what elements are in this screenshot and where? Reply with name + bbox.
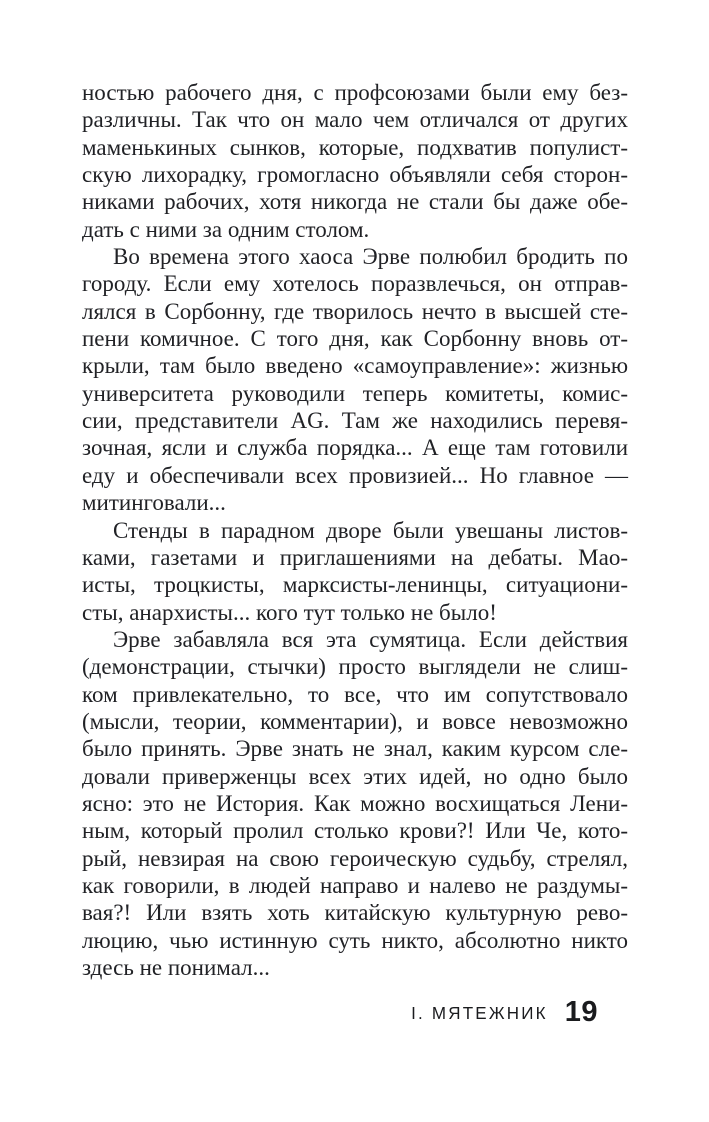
text-line: митинговали... [82, 490, 226, 516]
text-line: зочная, ясли и служба порядка... А еще там готовили [82, 435, 628, 461]
footer-chapter-title: I. МЯТЕЖНИК [411, 1003, 548, 1024]
text-line: исты, троцкисты, марксисты-ленинцы, ситуациони- [82, 572, 628, 598]
text-line: городу. Если ему хотелось поразвлечься, он отправ- [82, 271, 628, 297]
text-line: маменькиных сынков, которые, подхватив популист- [82, 134, 628, 160]
page-footer [411, 994, 598, 1027]
text-line: ками, газетами и приглашениями на дебаты. Мао- [82, 544, 628, 570]
text-line: Во времена этого хаоса Эрве полюбил бродить по [113, 244, 628, 270]
text-line: Стенды в парадном дворе были увешаны листов- [113, 517, 628, 543]
text-line: пени комичное. С того дня, как Сорбонну вновь от- [82, 326, 628, 352]
text-line: было принять. Эрве знать не знал, каким курсом сле- [82, 736, 628, 762]
text-line: скую лихорадку, громогласно объявляли себя сторон- [82, 162, 628, 188]
text-line: (мысли, теории, комментарии), и вовсе невозможно [82, 708, 628, 734]
text-line: ностью рабочего дня, с профсоюзами были ему без- [82, 80, 628, 105]
text-line: еду и обеспечивали всех провизией... Но главное — [82, 462, 628, 488]
text-line: вая?! Или взять хоть китайскую культурную рево- [82, 900, 628, 926]
text-line: дать с ними за одним столом. [82, 216, 370, 242]
text-line: как говорили, в людей направо и налево не раздумы- [82, 872, 628, 898]
text-line: университета руководили теперь комитеты, комис- [82, 380, 628, 406]
footer-page-number: 19 [564, 996, 598, 1028]
text-line: крыли, там было введено «самоуправление»: жизнью [82, 353, 628, 379]
text-line: сты, анархисты... кого тут только не было! [82, 599, 497, 625]
text-line: ным, который пролил столько крови?! Или Че, кото- [82, 818, 628, 844]
paragraph [82, 243, 628, 516]
text-line: здесь не понимал... [82, 955, 270, 980]
paragraph [82, 79, 628, 243]
text-line: лялся в Сорбонну, где творилось нечто в высшей сте- [82, 298, 628, 324]
text-line: Эрве забавляла вся эта сумятица. Если действия [113, 626, 628, 652]
text-line: довали приверженцы всех этих идей, но одно было [82, 763, 628, 789]
text-line: люцию, чью истинную суть никто, абсолютно никто [82, 927, 628, 953]
text-line: различны. Так что он мало чем отличался от других [82, 107, 628, 133]
text-line: никами рабочих, хотя никогда не стали бы даже обе- [82, 189, 628, 215]
page-text [82, 79, 628, 981]
paragraph [82, 517, 628, 626]
paragraph [82, 626, 628, 981]
text-line: рый, невзирая на свою героическую судьбу, стрелял, [82, 845, 628, 871]
text-line: (демонстрации, стычки) просто выглядели не слиш- [82, 654, 628, 680]
text-line: ясно: это не История. Как можно восхищаться Лени- [82, 790, 628, 816]
text-line: сии, представители AG. Там же находились перевя- [82, 408, 628, 434]
text-line: ком привлекательно, то все, что им сопутствовало [82, 681, 628, 707]
